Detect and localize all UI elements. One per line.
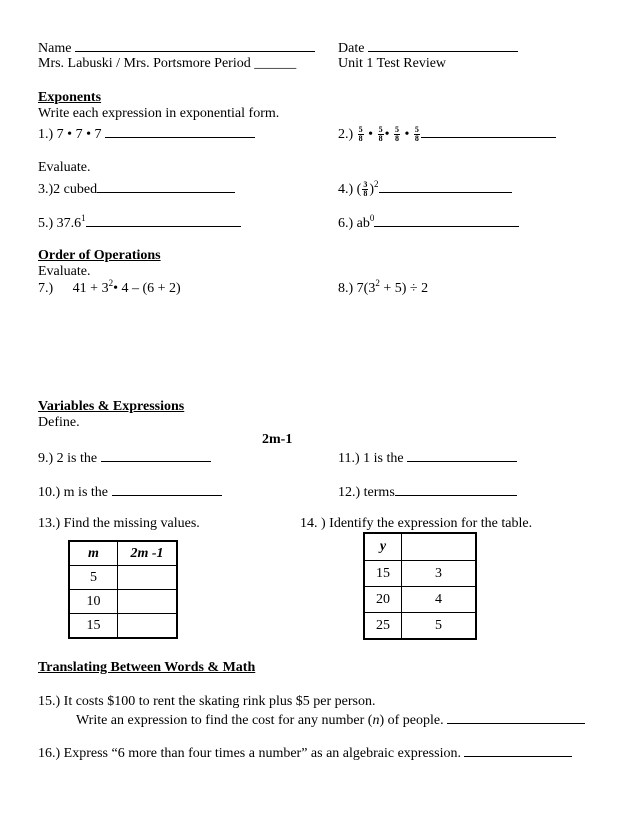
table-header: y bbox=[364, 533, 402, 561]
question-7: 7.) $41 + 3^2•$ 4 – (6 + 2) bbox=[38, 278, 181, 296]
answer-blank-2[interactable] bbox=[421, 125, 556, 138]
fraction-5-8: $\frac{5}{8}$ bbox=[358, 125, 363, 144]
table-cell: 25 bbox=[364, 613, 402, 640]
question-16: 16.) Express “6 more than four times a number” as an algebraic expression. bbox=[38, 744, 572, 762]
table-cell: 15 bbox=[69, 614, 118, 639]
question-11: 11.) 1 is the bbox=[338, 449, 517, 467]
answer-blank-9[interactable] bbox=[101, 449, 211, 462]
table-header: 2m -1 bbox=[118, 541, 178, 566]
answer-blank-1[interactable] bbox=[105, 125, 255, 138]
order-ops-heading: Order of Operations bbox=[38, 248, 161, 263]
table-header: m bbox=[69, 541, 118, 566]
question-14: 14. ) Identify the expression for the table. bbox=[300, 516, 533, 531]
question-15-line-1: 15.) It costs $100 to rent the skating rink plus $5 per person. bbox=[38, 694, 376, 709]
question-4: 4.) ( $\frac{3}{8}$ )$^2$ bbox=[338, 180, 512, 198]
teachers-period: Mrs. Labuski / Mrs. Portsmore Period ______ bbox=[38, 56, 297, 71]
identify-expression-table bbox=[363, 532, 477, 640]
fraction-5-8: $\frac{5}{8}$ bbox=[414, 125, 419, 144]
exponents-heading: Exponents bbox=[38, 90, 102, 105]
table-header bbox=[402, 533, 477, 561]
fraction-5-8: $\frac{5}{8}$ bbox=[394, 125, 399, 144]
variables-heading: Variables & Expressions bbox=[38, 399, 185, 414]
missing-values-table bbox=[68, 540, 178, 639]
question-8: 8.) $7(3^2 + 5) \div 2$ bbox=[338, 278, 429, 296]
question-10: 10.) m is the bbox=[38, 483, 222, 501]
table-cell: 4 bbox=[402, 587, 477, 613]
date-label: Date bbox=[338, 39, 518, 57]
answer-blank-5[interactable] bbox=[86, 214, 241, 227]
answer-cell[interactable] bbox=[118, 614, 178, 639]
question-15-line-2: Write an expression to find the cost for any number (n) of people. bbox=[76, 711, 585, 729]
answer-blank-10[interactable] bbox=[112, 483, 222, 496]
question-9: 9.) 2 is the bbox=[38, 449, 211, 467]
table-cell: 15 bbox=[364, 561, 402, 587]
exponents-instruction: Write each expression in exponential form. bbox=[38, 106, 280, 121]
answer-cell[interactable] bbox=[118, 566, 178, 590]
question-3: 3.)2 cubed bbox=[38, 180, 235, 198]
name-label: Name bbox=[38, 39, 315, 57]
question-12: 12.) terms bbox=[338, 483, 517, 501]
table-cell: 5 bbox=[69, 566, 118, 590]
translating-heading: Translating Between Words & Math bbox=[38, 660, 256, 675]
table-cell: 20 bbox=[364, 587, 402, 613]
table-cell: 3 bbox=[402, 561, 477, 587]
answer-blank-15[interactable] bbox=[447, 711, 585, 724]
order-ops-evaluate: Evaluate. bbox=[38, 264, 91, 279]
evaluate-label: Evaluate. bbox=[38, 160, 91, 175]
fraction-5-8: $\frac{5}{8}$ bbox=[378, 125, 383, 144]
question-1: 1.) 7 • 7 • 7 bbox=[38, 125, 255, 143]
answer-blank-16[interactable] bbox=[464, 744, 572, 757]
define-label: Define. bbox=[38, 415, 80, 430]
question-6: 6.) $ab^0$ bbox=[338, 214, 519, 232]
name-blank[interactable] bbox=[75, 39, 315, 52]
question-13: 13.) Find the missing values. bbox=[38, 516, 200, 531]
answer-blank-3[interactable] bbox=[97, 180, 235, 193]
answer-blank-4[interactable] bbox=[379, 180, 512, 193]
answer-blank-11[interactable] bbox=[407, 449, 517, 462]
question-5: 5.) 37.6$^1$ bbox=[38, 214, 241, 232]
date-blank[interactable] bbox=[368, 39, 518, 52]
answer-blank-6[interactable] bbox=[374, 214, 519, 227]
fraction-3-8: $\frac{3}{8}$ bbox=[363, 180, 368, 199]
question-2: 2.) $\frac{5}{8}$ • $\frac{5}{8}$ • $\frac{5}{8}$ • $\frac{5}{8}$ bbox=[338, 125, 556, 143]
table-cell: 5 bbox=[402, 613, 477, 640]
center-expression: 2m-1 bbox=[262, 432, 293, 447]
page-title: Unit 1 Test Review bbox=[338, 56, 447, 71]
answer-blank-12[interactable] bbox=[395, 483, 517, 496]
table-cell: 10 bbox=[69, 590, 118, 614]
answer-cell[interactable] bbox=[118, 590, 178, 614]
